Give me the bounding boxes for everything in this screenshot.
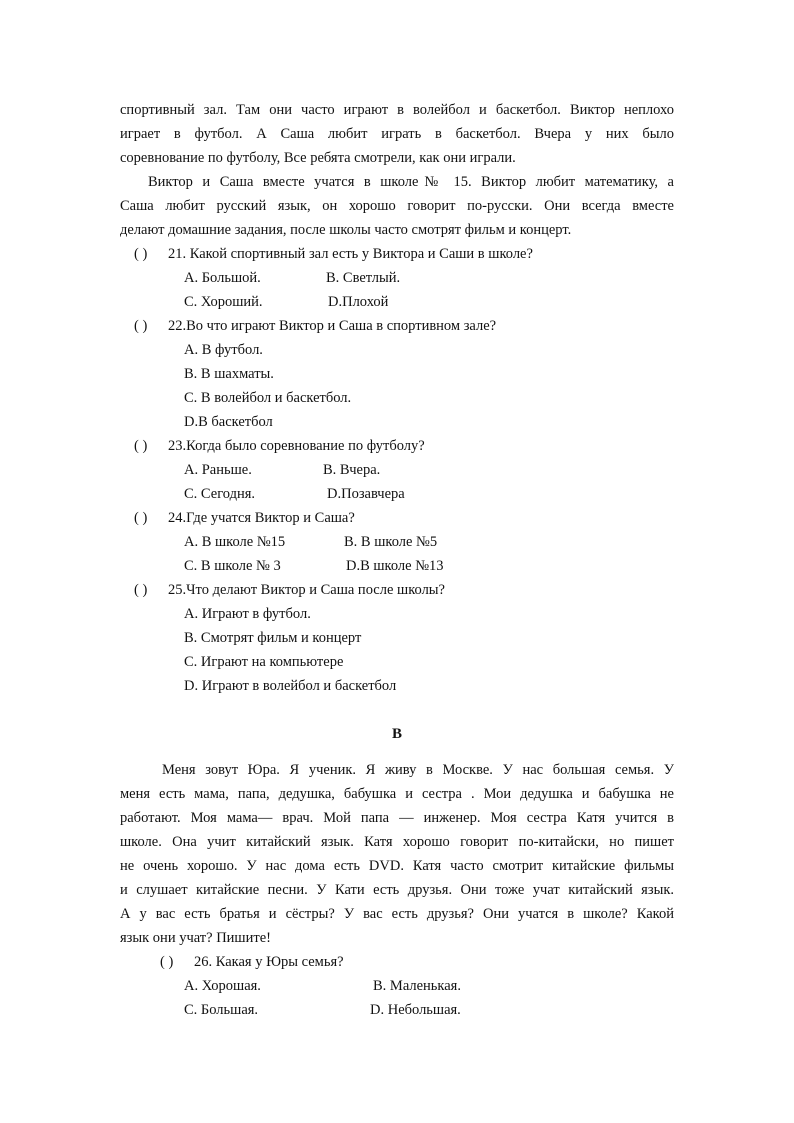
question-text: 26. Какая у Юры семья? [194, 954, 344, 970]
question-text: 23.Когда было соревнование по футболу? [168, 438, 425, 454]
text-line: работают. Моя мама— врач. Мой папа — инженер. Моя сестра Катя учится в [120, 810, 674, 826]
text-line: спортивный зал. Там они часто играют в волейбол и баскетбол. Виктор неплохо [120, 102, 674, 118]
text-line: Саша любит русский язык, он хорошо говорит по-русски. Они всегда вместе [120, 198, 674, 214]
option-d: D.В баскетбол [184, 414, 273, 430]
text-line: и слушает китайские песни. У Кати есть друзья. Они тоже учат китайский язык. [120, 882, 674, 898]
question-23 [134, 434, 425, 458]
text-line: играет в футбол. А Саша любит играть в баскетбол. Вчера у них было [120, 126, 674, 142]
option-d: D. Играют в волейбол и баскетбол [184, 678, 397, 694]
text-line: А у вас есть братья и сёстры? У вас есть друзья? Они учатся в школе? Какой [120, 906, 674, 922]
option-b: B. В школе №5 [344, 534, 438, 550]
answer-blank[interactable]: ( ) [134, 582, 148, 598]
answer-blank[interactable]: ( ) [134, 318, 148, 334]
option-d: D.Плохой [328, 294, 389, 310]
text-line: соревнование по футболу, Все ребята смотрели, как они играли. [120, 150, 516, 166]
option-c: C. В школе № 3 [184, 558, 281, 574]
option-b: B. В шахматы. [184, 366, 274, 382]
section-b-heading: B [391, 726, 402, 742]
option-a: A. В футбол. [184, 342, 263, 358]
option-d: D.В школе №13 [346, 558, 444, 574]
option-b: B. Светлый. [326, 270, 401, 286]
text-line: не очень хорошо. У нас дома есть DVD. Катя часто смотрит китайские фильмы [120, 858, 674, 874]
option-b: B. Маленькая. [373, 978, 461, 994]
option-a: A. Хорошая. [184, 978, 261, 994]
text-line: делают домашние задания, после школы часто смотрят фильм и концерт. [120, 222, 572, 238]
option-a: A. Большой. [184, 270, 261, 286]
text-line: язык они учат? Пишите! [120, 930, 271, 946]
text-line: Меня зовут Юра. Я ученик. Я живу в Москве. У нас большая семья. У [162, 762, 674, 778]
question-text: 24.Где учатся Виктор и Саша? [168, 510, 355, 526]
option-c: C. Сегодня. [184, 486, 256, 502]
answer-blank[interactable]: ( ) [160, 954, 174, 970]
answer-blank[interactable]: ( ) [134, 510, 148, 526]
option-c: C. В волейбол и баскетбол. [184, 390, 352, 406]
question-text: 22.Во что играют Виктор и Саша в спортивном зале? [168, 318, 497, 334]
answer-blank[interactable]: ( ) [134, 246, 148, 262]
question-text: 21. Какой спортивный зал есть у Виктора и Саши в школе? [168, 246, 533, 262]
question-25 [134, 578, 445, 602]
option-d: D. Небольшая. [370, 1002, 461, 1018]
answer-blank[interactable]: ( ) [134, 438, 148, 454]
option-c: C. Большая. [184, 1002, 259, 1018]
text-line: Виктор и Саша вместе учатся в школе№ 15. Виктор любит математику, а [148, 174, 674, 190]
option-a: A. Раньше. [184, 462, 252, 478]
question-21 [134, 242, 533, 266]
text-line: школе. Она учит китайский язык. Катя хорошо говорит по-китайски, но пишет [120, 834, 674, 850]
question-text: 25.Что делают Виктор и Саша после школы? [168, 582, 445, 598]
question-26 [160, 950, 344, 974]
question-22 [134, 314, 496, 338]
option-c: C. Играют на компьютере [184, 654, 344, 670]
text-line: меня есть мама, папа, дедушка, бабушка и сестра . Мои дедушка и бабушка не [120, 786, 674, 802]
option-b: B. Смотрят фильм и концерт [184, 630, 362, 646]
question-24 [134, 506, 355, 530]
option-a: A. В школе №15 [184, 534, 286, 550]
option-a: A. Играют в футбол. [184, 606, 311, 622]
option-c: C. Хороший. [184, 294, 263, 310]
option-d: D.Позавчера [327, 486, 405, 502]
option-b: B. Вчера. [323, 462, 381, 478]
